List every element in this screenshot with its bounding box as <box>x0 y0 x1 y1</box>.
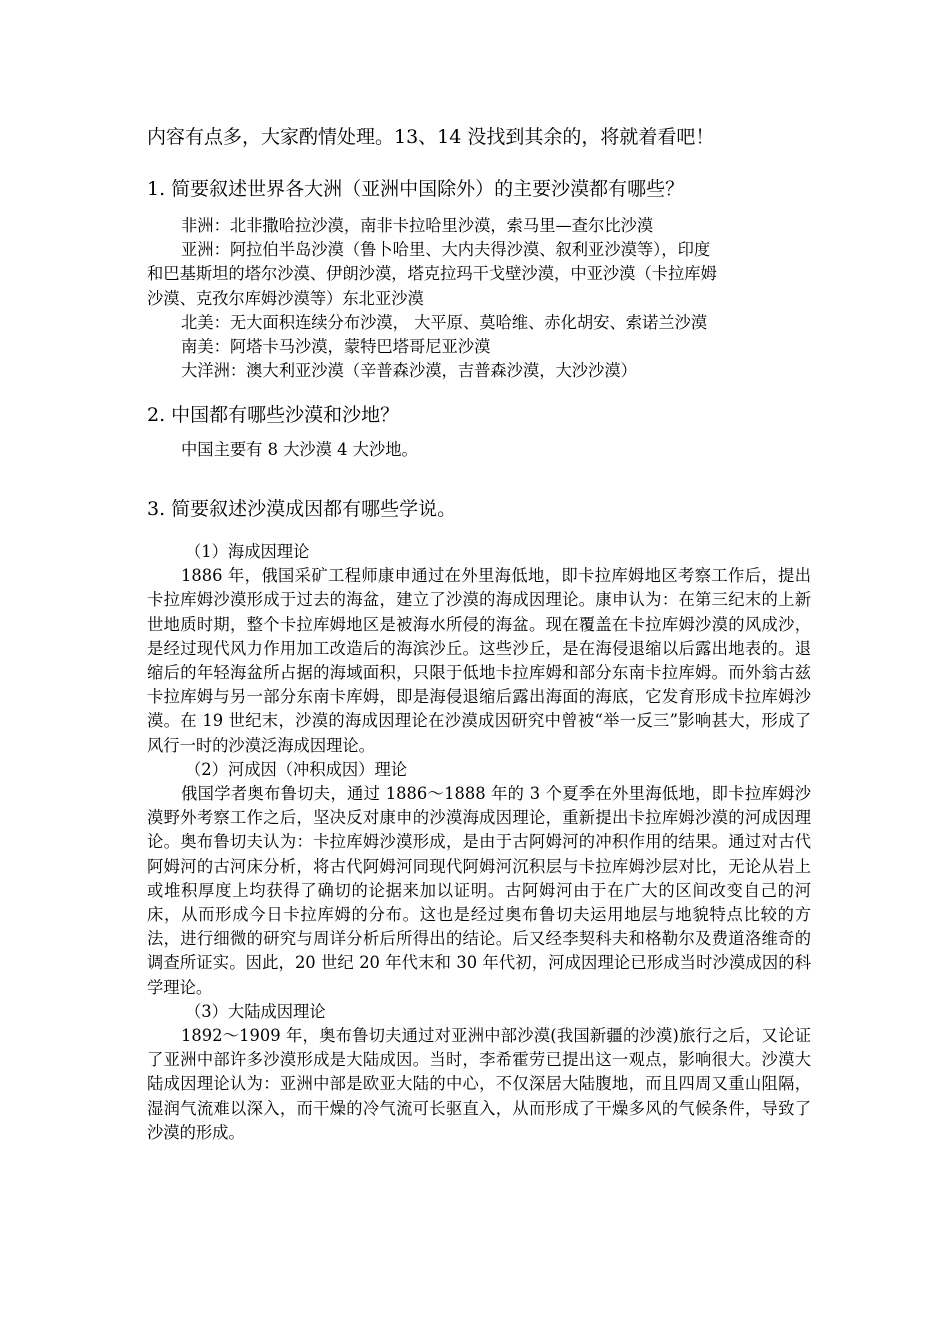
section-1-body: 1886 年，俄国采矿工程师康申通过在外里海低地，即卡拉库姆地区考察工作后，提出卡拉库姆沙漠形成于过去的海盆，建立了沙漠的海成因理论。康申认为：在第三纪末的上新世地质时期，整个卡拉库姆地区是被海水所侵的海盆。现在覆盖在卡拉库姆沙漠的风成沙，是经过现代风力作用加工改造后的海滨沙丘。这些沙丘，是在海侵退缩以后露出地表的。退缩后的年轻海盆所占据的海域面积，只限于低地卡拉库姆和部分东南卡拉库姆。而外翁古兹卡拉库姆与另一部分东南卡库姆，即是海侵退缩后露出海面的海底，它发育形成卡拉库姆沙漠。在 19 世纪末，沙漠的海成因理论在沙漠成因研究中曾被“举一反三”影响甚大，形成了风行一时的沙漠泛海成因理论。 <box>147 566 811 755</box>
africa-line: 非洲：北非撒哈拉沙漠，南非卡拉哈里沙漠，索马里—查尔比沙漠 <box>181 216 654 235</box>
question-2-answer <box>147 438 811 462</box>
section-2-heading: （2）河成因（冲积成因）理论 <box>185 759 408 779</box>
section-3-body: 1892～1909 年，奥布鲁切夫通过对亚洲中部沙漠(我国新疆的沙漠)旅行之后，又论证了亚洲中部许多沙漠形成是大陆成因。当时，李希霍劳已提出这一观点，影响很大。沙漠大陆成因理论认为：亚洲中部是欧亚大陆的中心，不仅深居大陆腹地，而且四周又重山阻隔，湿润气流难以深入，而干燥的冷气流可长驱直入，从而形成了干燥多风的气候条件，导致了沙漠的形成。 <box>147 1026 811 1142</box>
asia-line-3: 沙漠、克孜尔库姆沙漠等）东北亚沙漠 <box>147 288 424 308</box>
asia-line-2: 和巴基斯坦的塔尔沙漠、伊朗沙漠，塔克拉玛干戈壁沙漠，中亚沙漠（卡拉库姆 <box>147 264 717 284</box>
intro-text: 内容有点多，大家酌情处理。13、14 没找到其余的，将就着看吧！ <box>147 126 715 148</box>
question-1-title: 1. 简要叙述世界各大洲（亚洲中国除外）的主要沙漠都有哪些？ <box>147 178 685 200</box>
asia-line-1: 亚洲：阿拉伯半岛沙漠（鲁卜哈里、大内夫得沙漠、叙利亚沙漠等），印度 <box>181 240 711 260</box>
section-2-body: 俄国学者奥布鲁切夫，通过 1886～1888 年的 3 个夏季在外里海低地，即卡拉库姆沙漠野外考察工作之后，坚决反对康申的沙漠海成因理论，重新提出卡拉库姆沙漠的河成因理论。奥布鲁切夫认为：卡拉库姆沙漠形成，是由于古阿姆河的冲积作用的结果。通过对古代阿姆河的古河床分析，将古代阿姆河同现代阿姆河沉积层与卡拉库姆沙层对比，无论从岩上或堆积厚度上均获得了确切的论据来加以证明。古阿姆河由于在广大的区间改变自己的河床，从而形成今日卡拉库姆的分布。这也是经过奥布鲁切夫运用地层与地貌特点比较的方法，进行细微的研究与周详分析后所得出的结论。后又经李契科夫和格勒尔及费道洛维奇的调查所证实。因此，20 世纪 20 年代末和 30 年代初，河成因理论已形成当时沙漠成因的科学理论。 <box>147 784 811 997</box>
china-deserts-line: 中国主要有 8 大沙漠 4 大沙地。 <box>181 440 418 459</box>
oceania-line: 大洋洲：澳大利亚沙漠（辛普森沙漠，吉普森沙漠，大沙沙漠） <box>181 361 637 381</box>
north-america-line: 北美：无大面积连续分布沙漠， 大平原、莫哈维、赤化胡安、索诺兰沙漠 <box>181 312 708 332</box>
question-1-answer <box>147 214 811 383</box>
section-1-heading: （1）海成因理论 <box>185 542 310 561</box>
section-3-heading: （3）大陆成因理论 <box>185 1001 326 1021</box>
south-america-line: 南美：阿塔卡马沙漠，蒙特巴塔哥尼亚沙漠 <box>181 337 491 357</box>
question-3-title: 3. 简要叙述沙漠成因都有哪些学说。 <box>147 498 457 520</box>
question-3-answer <box>147 540 811 1145</box>
question-2-title: 2. 中国都有哪些沙漠和沙地？ <box>147 404 400 426</box>
